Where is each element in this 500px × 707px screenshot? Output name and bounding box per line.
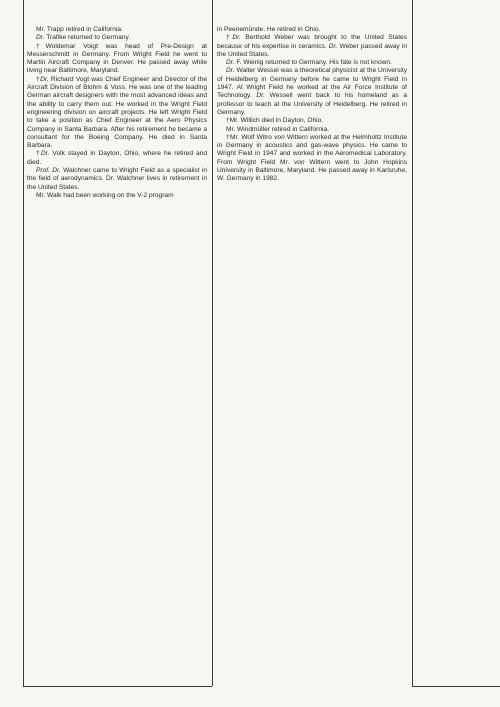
italic-run: Prof. Dr. bbox=[36, 167, 61, 175]
bottom-rule-left bbox=[23, 686, 212, 687]
bottom-rule-right bbox=[412, 686, 500, 687]
text-run: Trafike returned to Germany. bbox=[44, 34, 131, 42]
text-run: Mr. Windmüller retired in California. bbox=[226, 125, 329, 133]
text-column-left bbox=[27, 26, 207, 200]
paragraph bbox=[27, 192, 207, 200]
text-run: †Woldemar Voigt was head of Pre-Design at Messerschmitt in Germany. From Wright Field he went to Martin Aircraft Company in Denver. He passed away while living near Baltimore, Maryland. bbox=[27, 42, 207, 75]
text-run: Richard Vogt was Chief Engineer and Director of the Aircraft Division of Blohm & Voss. He was one of the leading German aircraft designers with the most advanced ideas and the ability to carry them out. He worked in the Wright Field engineering division on aircraft projects. He left Wright Field to take a position as Chief Engineer at the Aero Physics Company in Santa Barbara. After his retirement he became a consultant for the Boeing Company. He died in Santa Barbara. bbox=[27, 75, 207, 150]
paragraph bbox=[217, 67, 407, 117]
italic-run: Dr. bbox=[36, 34, 45, 42]
italic-run: Dr. bbox=[256, 92, 265, 100]
paragraph bbox=[27, 76, 207, 151]
text-run: † bbox=[36, 75, 41, 83]
paragraph bbox=[217, 59, 407, 67]
text-run: Weber passed away in the United States. bbox=[217, 42, 407, 58]
italic-run: Dr. bbox=[40, 75, 49, 83]
paragraph bbox=[27, 167, 207, 192]
text-run: Walter Wessel was a theoretical physicist at the University of Heidelberg in Germany before he came to Wright Field in 1947. At Wright Field he worked at the Air Force Institute of Technology. bbox=[217, 67, 407, 100]
column-rule-left bbox=[23, 0, 24, 686]
text-run: †Mr. Willich died in Dayton, Ohio. bbox=[226, 117, 324, 125]
paragraph bbox=[217, 134, 407, 184]
italic-run: Dr. bbox=[328, 42, 338, 50]
text-run: in Peenemünde. He retired in Ohio. bbox=[217, 26, 321, 33]
paragraph bbox=[217, 26, 407, 34]
italic-run: Dr. bbox=[226, 67, 235, 75]
text-run: Mr. Walk had been working on the V-2 program bbox=[36, 191, 174, 199]
paragraph bbox=[27, 34, 207, 42]
paragraph bbox=[27, 26, 207, 34]
text-column-right bbox=[217, 26, 407, 184]
column-rule-middle bbox=[212, 0, 213, 686]
text-run: Volk stayed in Dayton, Ohio, where he retired and died. bbox=[27, 150, 208, 166]
paragraph bbox=[217, 126, 407, 134]
paragraph bbox=[27, 43, 207, 76]
text-run: Wittern went to John Hopkins University in Baltimore, Maryland. He passed away in Karlsruhe, W. Germany in 1982. bbox=[217, 158, 408, 183]
italic-run: von bbox=[293, 158, 305, 166]
text-run: †Mr. Wolf Witro bbox=[226, 133, 275, 141]
text-run: Berthold Weber was brought to the United States because of his expertise in ceramics. bbox=[217, 34, 407, 50]
italic-run: Dr. bbox=[40, 150, 50, 158]
italic-run: Dr. bbox=[232, 34, 241, 42]
text-run: Wittern worked at the Helmholtz Institute in Germany in acoustics and gas-wave physics. He came to Wright Field in 1947 and worked in the Aeromedical Laboratory. From Wright Field Mr. bbox=[217, 133, 407, 166]
text-run: Walchner came to Wright Field as a specialist in the field of aerodynamics. Dr. Walchner lives in retirement in the United States. bbox=[27, 167, 207, 191]
text-run: Mr. Trapp retired in California. bbox=[36, 26, 123, 33]
column-rule-right bbox=[412, 0, 413, 686]
text-run: † bbox=[226, 34, 233, 42]
text-run: † bbox=[36, 150, 41, 158]
paragraph bbox=[27, 150, 207, 167]
paragraph bbox=[217, 117, 407, 125]
italic-run: von bbox=[274, 133, 285, 141]
text-run: Wessell went back to his homeland as a professor to teach at the University of Heidelberg. He retired in Germany. bbox=[217, 92, 407, 116]
text-run: F. Weinig returned to Germany. His fate is not known. bbox=[234, 59, 392, 67]
paragraph bbox=[217, 34, 407, 59]
italic-run: Dr. bbox=[226, 59, 235, 67]
